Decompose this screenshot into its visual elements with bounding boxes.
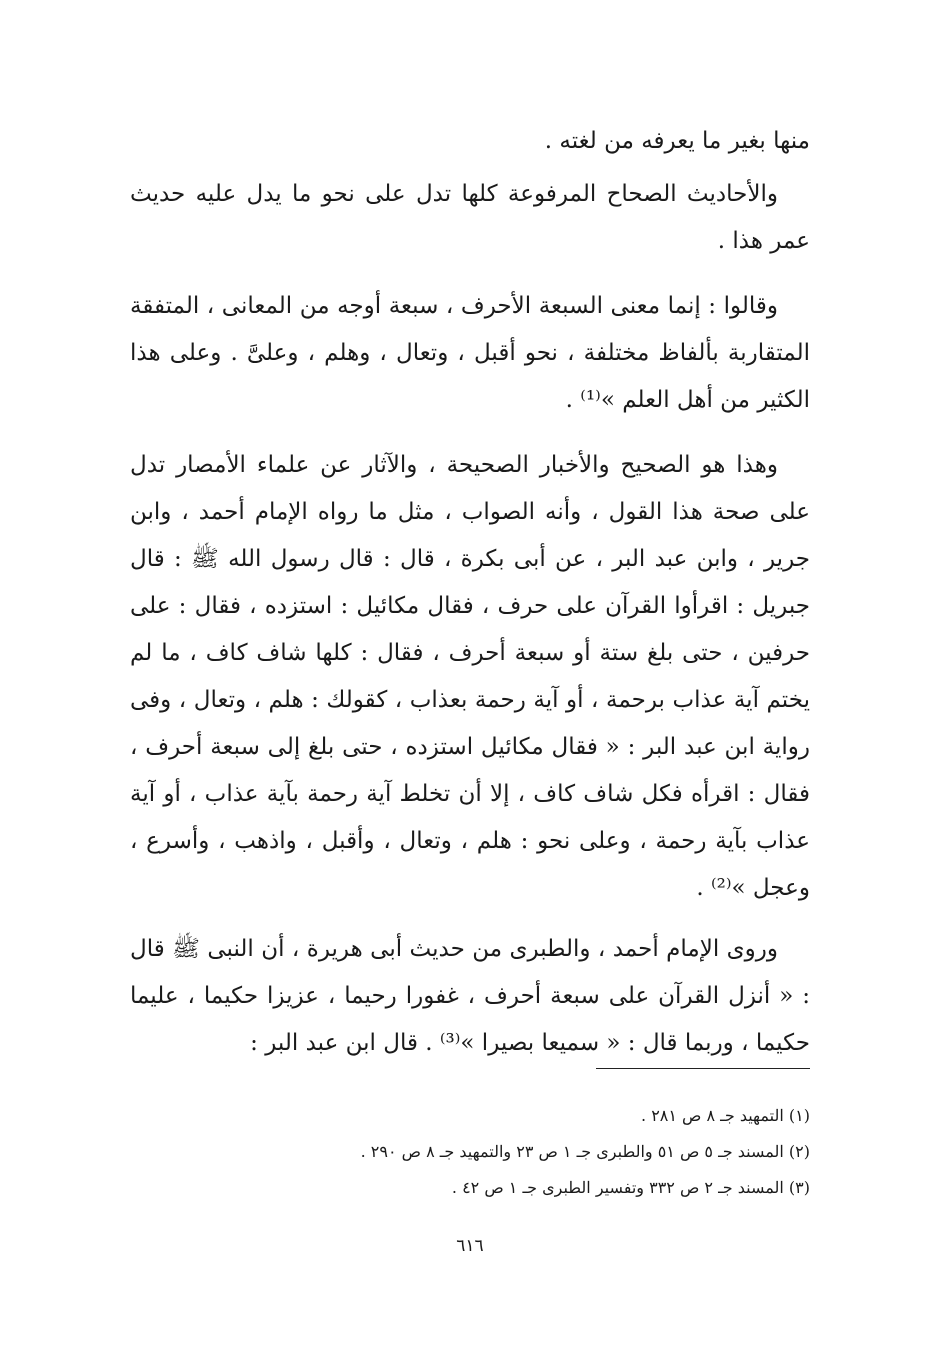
paragraph-continuation: منها بغير ما يعرفه من لغته .	[544, 128, 810, 154]
paragraph-seven-letters-meaning: وقالوا : إنما معنى السبعة الأحرف ، سبعة أوجه من المعانى ، المتفقة المتقاربة بألفاظ مختلفة ، نحو أقبل ، وتعال ، وهلم ، وعلىَّ . وعلى هذا الكثير من أهل العلم »⁽¹⁾ .	[130, 293, 810, 413]
footnotes	[200, 1098, 810, 1206]
footnote-3: (٣) المسند جـ ٢ ص ٣٣٢ وتفسير الطبرى جـ ١ ص ٤٢ .	[451, 1178, 810, 1197]
page-number: ٦١٦	[456, 1236, 484, 1256]
footnote-1: (١) التمهيد جـ ٨ ص ٢٨١ .	[641, 1106, 810, 1125]
paragraph-abu-hurayra-narration: وروى الإمام أحمد ، والطبرى من حديث أبى هريرة ، أن النبى ﷺ قال : « أنزل القرآن على سبعة أحرف ، غفورا رحيما ، عزيزا حكيما ، عليما حكيما ، وربما قال : « سميعا بصيرا »⁽³⁾ . قال ابن عبد البر :	[130, 936, 810, 1056]
paragraph-sahih-hadiths: والأحاديث الصحاح المرفوعة كلها تدل على نحو ما يدل عليه حديث عمر هذا .	[130, 181, 810, 254]
main-text-body	[130, 118, 810, 1067]
paragraph-abu-bakra-narration: وهذا هو الصحيح والأخبار الصحيحة ، والآثار عن علماء الأمصار تدل على صحة هذا القول ، وأنه الصواب ، مثل ما رواه الإمام أحمد ، وابن جرير ، وابن عبد البر ، عن أبى بكرة ، قال : قال رسول الله ﷺ : قال جبريل : اقرأوا القرآن على حرف ، فقال مكائيل : استزده ، فقال : على حرفين ، حتى بلغ ستة أو سبعة أحرف ، فقال : كلها شاف كاف ، ما لم يختم آية عذاب برحمة ، أو آية رحمة بعذاب ، كقولك : هلم ، وتعال ، وفى رواية ابن عبد البر : « فقال مكائيل استزده ، حتى بلغ إلى سبعة أحرف ، فقال : اقرأه فكل شاف كاف ، إلا أن تخلط آية رحمة بآية عذاب ، أو آية عذاب بآية رحمة ، وعلى نحو : هلم ، وتعال ، وأقبل ، واذهب ، وأسرع ، وعجل »⁽²⁾ .	[130, 452, 810, 901]
footnote-2: (٢) المسند جـ ٥ ص ٥١ والطبرى جـ ١ ص ٢٣ والتمهيد جـ ٨ ص ٢٩٠ .	[360, 1142, 810, 1161]
footnote-separator	[596, 1068, 810, 1069]
